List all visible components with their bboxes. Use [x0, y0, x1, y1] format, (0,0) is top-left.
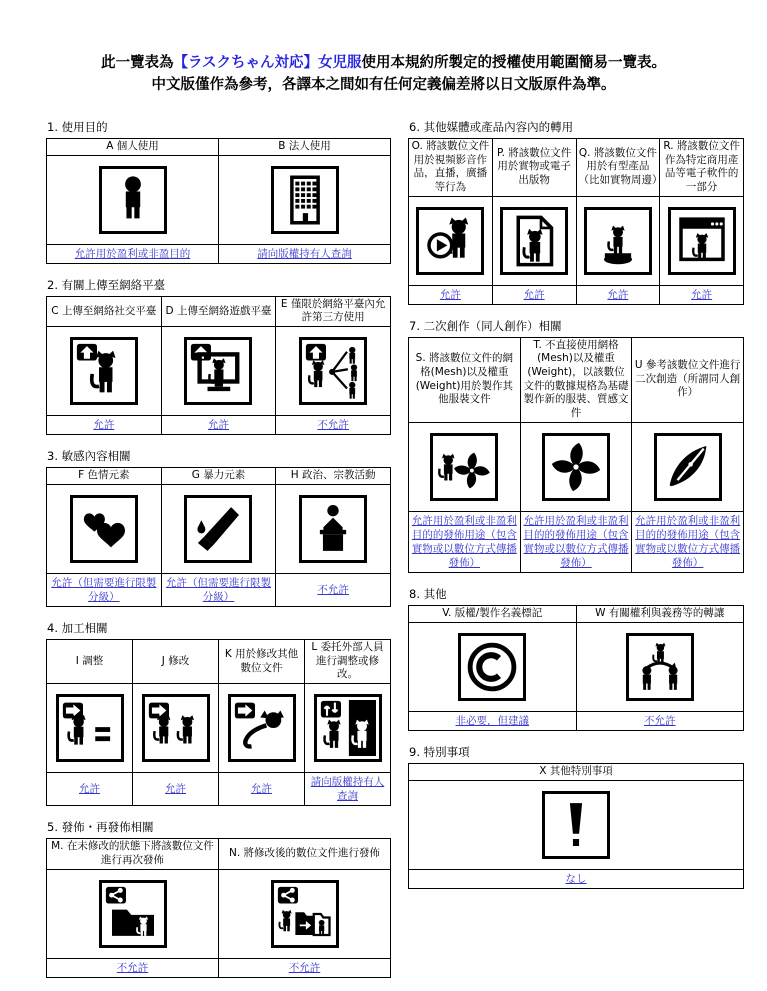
- section-8-table: [408, 605, 744, 731]
- section-2-label: 2. 有關上傳至網絡平臺: [47, 277, 166, 292]
- copyright-icon: [458, 633, 526, 701]
- cell-R-status: 允許: [660, 285, 744, 304]
- page-title: [0, 0, 767, 97]
- cell-Q-icon-cell: [576, 196, 660, 285]
- title-line1-highlight: 【ラスクちゃん対応】女児服: [173, 55, 362, 71]
- icon-row: [47, 484, 391, 573]
- header-row: [47, 640, 391, 684]
- cell-F-header: F 色情元素: [47, 468, 162, 485]
- adjust-equal-icon: [56, 694, 124, 762]
- cell-D-icon-cell: [161, 327, 276, 416]
- icon-row: [47, 327, 391, 416]
- icon-row: [409, 780, 744, 869]
- status-row: [47, 244, 391, 263]
- podium-icon: [299, 495, 367, 563]
- section-2-table: [46, 296, 391, 435]
- section-1-table: [46, 138, 391, 264]
- cell-B-status: 請向版權持有人查詢: [219, 244, 391, 263]
- cell-L-status: 請向版權持有人查詢: [305, 773, 391, 806]
- section-6: [408, 119, 744, 305]
- status-row: [47, 773, 391, 806]
- cell-B-icon-cell: [219, 155, 391, 244]
- cell-G-icon-cell: [161, 484, 276, 573]
- cell-E-icon-cell: [276, 327, 391, 416]
- section-4: [46, 620, 391, 806]
- status-row: [47, 573, 391, 606]
- cell-N-icon-cell: [219, 869, 391, 958]
- cell-P-icon-cell: [492, 196, 576, 285]
- cell-R-icon-cell: [660, 196, 744, 285]
- cell-J-header: J 修改: [133, 640, 219, 684]
- cell-I-icon-cell: [47, 684, 133, 773]
- cell-C-status: 允許: [47, 416, 162, 435]
- cell-M-status: 不允許: [47, 958, 219, 977]
- cell-D-header: D 上傳至網絡遊戲平臺: [161, 296, 276, 326]
- cell-P-header: P. 將該數位文件用於實物或電子出版物: [492, 138, 576, 196]
- cell-T-status: 允許用於盈利或非盈利目的的發佈用途（包含實物或以數位方式傳播發佈）: [520, 511, 632, 573]
- header-row: [409, 138, 744, 196]
- cell-M-header: M. 在未修改的狀態下將該數位文件進行再次發佈: [47, 839, 219, 869]
- title-line1-suffix: 使用本規約所製定的授權使用範圍簡易一覽表。: [361, 55, 667, 71]
- cell-V-status: 非必要，但建議: [409, 711, 577, 730]
- cell-X-status: なし: [409, 869, 744, 888]
- cell-N-header: N. 將修改後的數位文件進行發佈: [219, 839, 391, 869]
- cell-C-header: C 上傳至網絡社交平臺: [47, 296, 162, 326]
- header-row: [409, 764, 744, 781]
- cell-X-header: X 其他特別事項: [409, 764, 744, 781]
- cell-G-status: 允許（但需要進行限製分級）: [161, 573, 276, 606]
- icon-row: [47, 869, 391, 958]
- columns-container: [0, 97, 767, 991]
- hearts-icon: [70, 495, 138, 563]
- pen-nib-icon: [654, 433, 722, 501]
- section-9: [408, 744, 744, 889]
- cell-H-header: H 政治、宗教活動: [276, 468, 391, 485]
- cell-S-status: 允許用於盈利或非盈利目的的發佈用途（包含實物或以數位方式傳播發佈）: [409, 511, 521, 573]
- section-7-table: [408, 337, 744, 574]
- section-1: [46, 119, 391, 264]
- header-row: [409, 337, 744, 422]
- cell-Q-status: 允許: [576, 285, 660, 304]
- left-column: [46, 119, 391, 991]
- cell-I-status: 允許: [47, 773, 133, 806]
- section-9-table: [408, 763, 744, 889]
- upload-share-icon: [299, 337, 367, 405]
- modify-other-icon: [228, 694, 296, 762]
- icon-row: [47, 155, 391, 244]
- cell-X-icon-cell: [409, 780, 744, 869]
- cell-T-icon-cell: [520, 422, 632, 511]
- cell-L-icon-cell: [305, 684, 391, 773]
- cell-E-status: 不允許: [276, 416, 391, 435]
- cell-A-header: A 個人使用: [47, 138, 219, 155]
- transfer-people-icon: [626, 633, 694, 701]
- cell-S-icon-cell: [409, 422, 521, 511]
- knife-icon: [184, 495, 252, 563]
- section-6-table: [408, 138, 744, 305]
- status-row: [409, 511, 744, 573]
- header-row: [47, 138, 391, 155]
- header-row: [47, 296, 391, 326]
- section-2: [46, 277, 391, 435]
- cell-W-header: W 有關權利與義務等的轉讓: [576, 606, 744, 623]
- section-9-label: 9. 特別事項: [409, 745, 470, 760]
- document-cat-icon: [500, 207, 568, 275]
- cell-I-header: I 調整: [47, 640, 133, 684]
- cell-J-icon-cell: [133, 684, 219, 773]
- cell-B-header: B 法人使用: [219, 138, 391, 155]
- title-line2: 中文版僅作為參考，各譯本之間如有任何定義偏差將以日文版原件為準。: [151, 77, 616, 94]
- section-3-label: 3. 敏感內容相關: [47, 449, 131, 464]
- title-line1: [0, 52, 767, 74]
- mesh-cat-pinwheel-icon: [430, 433, 498, 501]
- status-row: [409, 711, 744, 730]
- section-4-table: [46, 639, 391, 806]
- section-8-label: 8. 其他: [409, 587, 447, 602]
- cell-W-icon-cell: [576, 622, 744, 711]
- upload-monitor-icon: [184, 337, 252, 405]
- section-4-label: 4. 加工相關: [47, 621, 108, 636]
- icon-row: [409, 422, 744, 511]
- exclamation-icon: [542, 791, 610, 859]
- status-row: [409, 285, 744, 304]
- section-7: [408, 318, 744, 574]
- cell-O-header: O. 將該數位文件用於視頻影音作品，直播，廣播等行為: [409, 138, 493, 196]
- header-row: [47, 839, 391, 869]
- cell-O-status: 允許: [409, 285, 493, 304]
- icon-row: [409, 622, 744, 711]
- cell-V-header: V. 版權/製作名義標記: [409, 606, 577, 623]
- icon-row: [409, 196, 744, 285]
- share-folder-cat-icon: [99, 880, 167, 948]
- cell-W-status: 不允許: [576, 711, 744, 730]
- cell-O-icon-cell: [409, 196, 493, 285]
- cell-S-header: S. 將該數位文件的網格(Mesh)以及權重(Weight)用於製作其他服裝文件: [409, 337, 521, 422]
- cell-U-icon-cell: [632, 422, 744, 511]
- building-icon: [271, 166, 339, 234]
- cell-K-icon-cell: [219, 684, 305, 773]
- status-row: [409, 869, 744, 888]
- cell-K-header: K 用於修改其他數位文件: [219, 640, 305, 684]
- cell-J-status: 允許: [133, 773, 219, 806]
- cell-D-status: 允許: [161, 416, 276, 435]
- cell-F-status: 允許（但需要進行限製分級）: [47, 573, 162, 606]
- cell-C-icon-cell: [47, 327, 162, 416]
- cell-U-status: 允許用於盈利或非盈利目的的發佈用途（包含實物或以數位方式傳播發佈）: [632, 511, 744, 573]
- icon-row: [47, 684, 391, 773]
- outsource-swap-icon: [314, 694, 382, 762]
- upload-cat-icon: [70, 337, 138, 405]
- status-row: [47, 958, 391, 977]
- section-8: [408, 586, 744, 731]
- cell-A-icon-cell: [47, 155, 219, 244]
- cell-P-status: 允許: [492, 285, 576, 304]
- share-folder-modified-icon: [271, 880, 339, 948]
- header-row: [409, 606, 744, 623]
- cell-G-header: G 暴力元素: [161, 468, 276, 485]
- video-play-cat-icon: [416, 207, 484, 275]
- title-line1-prefix: 此一覽表為: [100, 55, 174, 71]
- section-5-label: 5. 發佈・再發佈相關: [47, 820, 154, 835]
- header-row: [47, 468, 391, 485]
- section-1-label: 1. 使用目的: [47, 119, 108, 134]
- pinwheel-icon: [542, 433, 610, 501]
- section-7-label: 7. 二次創作（同人創作）相關: [409, 318, 562, 333]
- cell-T-header: T. 不直接使用網格(Mesh)以及權重(Weight)，以該數位文件的數據規格為基礎製作新的服裝、質感文件: [520, 337, 632, 422]
- cell-U-header: U 參考該數位文件進行二次創造（所謂同人創作）: [632, 337, 744, 422]
- figurine-icon: [584, 207, 652, 275]
- modify-two-cats-icon: [142, 694, 210, 762]
- cell-H-status: 不允許: [276, 573, 391, 606]
- person-icon: [99, 166, 167, 234]
- status-row: [47, 416, 391, 435]
- cell-L-header: L 委托外部人員進行調整或修改。: [305, 640, 391, 684]
- cell-A-status: 允許用於盈利或非盈目的: [47, 244, 219, 263]
- section-6-label: 6. 其他媒體或產品內容內的轉用: [409, 119, 574, 134]
- cell-Q-header: Q. 將該數位文件用於有型產品（比如實物周邊）: [576, 138, 660, 196]
- section-3: [46, 448, 391, 607]
- section-5: [46, 819, 391, 977]
- right-column: [408, 119, 744, 902]
- window-cat-icon: [668, 207, 736, 275]
- cell-M-icon-cell: [47, 869, 219, 958]
- cell-R-header: R. 將該數位文件作為特定商用產品等電子軟件的一部分: [660, 138, 744, 196]
- cell-H-icon-cell: [276, 484, 391, 573]
- cell-K-status: 允許: [219, 773, 305, 806]
- cell-E-header: E 僅限於網絡平臺內允許第三方使用: [276, 296, 391, 326]
- section-5-table: [46, 838, 391, 977]
- cell-F-icon-cell: [47, 484, 162, 573]
- section-3-table: [46, 467, 391, 607]
- cell-V-icon-cell: [409, 622, 577, 711]
- cell-N-status: 不允許: [219, 958, 391, 977]
